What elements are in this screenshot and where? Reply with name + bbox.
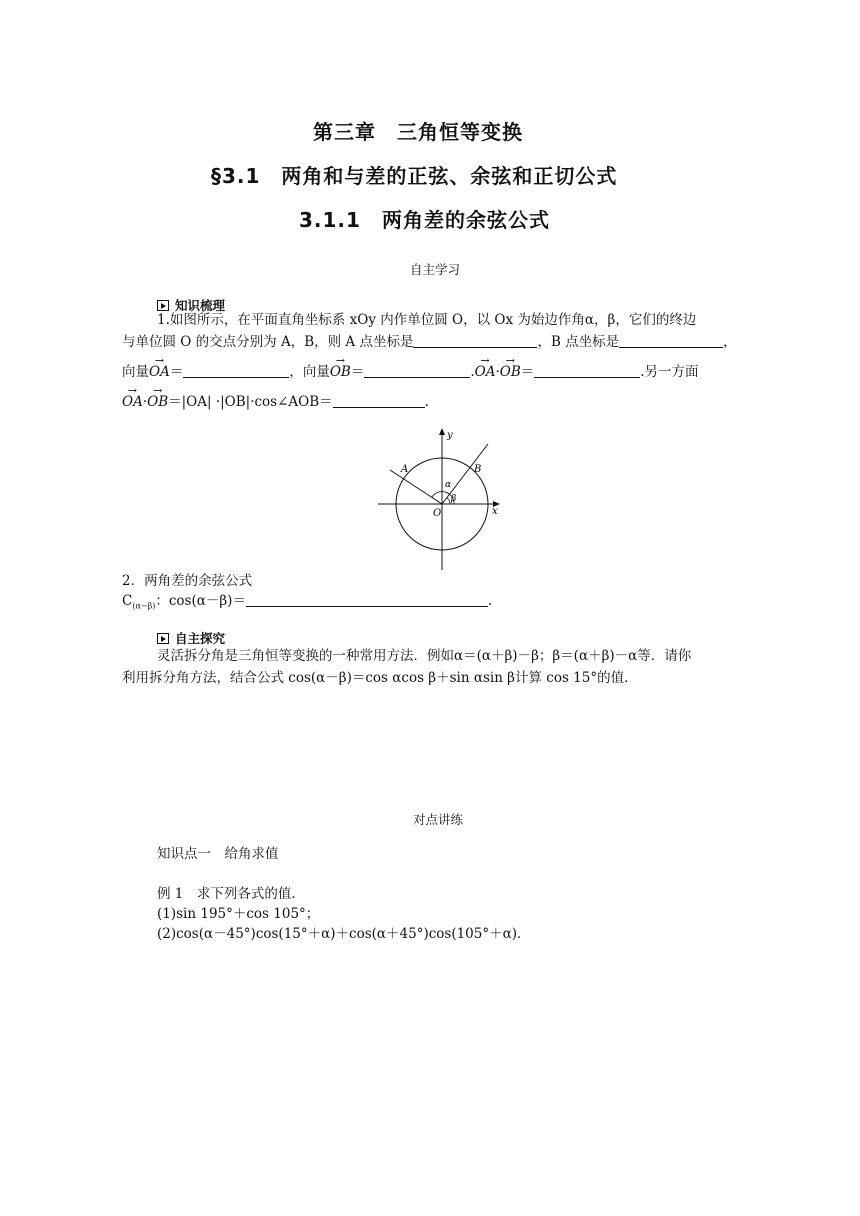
section-title: §3.1 两角和与差的正弦、余弦和正切公式	[211, 164, 618, 188]
subsection-title: 3.1.1 两角差的余弦公式	[299, 208, 550, 232]
line3-dot: ·	[495, 364, 500, 380]
item2-title: 2．两角差的余弦公式	[122, 573, 253, 589]
knowledge-heading-label: 知识梳理	[175, 298, 226, 313]
label-x: x	[492, 506, 498, 517]
line3-eq-3: ＝	[520, 364, 535, 380]
label-o: O	[433, 508, 442, 519]
line4-period: .	[424, 394, 429, 410]
explore-line1: 灵活拆分角是三角恒等变换的一种常用方法．例如α＝(α＋β)－β；β＝(α＋β)－α等．请你	[157, 648, 692, 664]
line3-other: .另一方面	[640, 364, 699, 380]
label-beta: β	[451, 494, 457, 504]
blank-dot-product[interactable]	[534, 363, 640, 378]
self-study-label: 自主学习	[410, 262, 461, 277]
vector-ob: → OB	[330, 360, 351, 384]
vector-oa-3: → OA	[122, 390, 143, 414]
vector-ob-2: → OB	[500, 360, 521, 384]
blank-cos-aob[interactable]	[333, 393, 425, 408]
item1-line3	[122, 360, 699, 384]
label-b: B	[474, 464, 482, 475]
blank-vec-oa[interactable]	[183, 363, 289, 378]
item1-line4	[122, 390, 429, 414]
item1-line2-b: ，B 点坐标是	[537, 334, 620, 350]
blank-a-coord[interactable]	[413, 333, 537, 348]
vector-ob-3: → OB	[147, 390, 168, 414]
blank-b-coord[interactable]	[619, 333, 723, 348]
line3-comma: ，向量	[289, 364, 330, 380]
line3-period: .	[470, 364, 475, 380]
item2-formula-text: ：cos(α－β)＝	[155, 593, 246, 609]
item2-formula-sub: (α−β)	[132, 601, 156, 611]
question-2: (2)cos(α－45°)cos(15°＋α)＋cos(α＋45°)cos(105°＋α)．	[157, 926, 531, 942]
play-icon-2	[157, 633, 169, 644]
item1-line1: 1.如图所示，在平面直角坐标系 xOy 内作单位圆 O，以 Ox 为始边作角α，β，它们的终边	[157, 312, 697, 328]
vector-oa: → OA	[149, 360, 170, 384]
example-1: 例 1 求下列各式的值．	[157, 886, 305, 902]
line3-eq-1: ＝	[169, 364, 184, 380]
item2-period: .	[487, 593, 493, 609]
question-1: (1)sin 195°＋cos 105°；	[157, 906, 320, 922]
label-a: A	[401, 464, 409, 475]
ray-oa	[390, 470, 442, 504]
label-y: y	[447, 430, 453, 441]
item2-formula-prefix: C	[122, 593, 133, 609]
item2-formula	[122, 589, 492, 619]
y-axis-arrow	[439, 428, 445, 435]
explore-heading-label: 自主探究	[175, 631, 226, 646]
angle-arc-beta	[447, 498, 450, 504]
unit-circle-figure	[370, 424, 510, 574]
vector-oa-2: → OA	[475, 360, 496, 384]
line4-dot: ·	[142, 394, 148, 410]
item1-line2-a: 与单位圆 O 的交点分别为 A，B，则 A 点坐标是	[122, 334, 414, 350]
blank-vec-ob[interactable]	[364, 363, 470, 378]
label-alpha: α	[445, 480, 452, 490]
item1-line2-c: ，	[723, 334, 737, 350]
explore-line2: 利用拆分角方法，结合公式 cos(α－β)＝cos αcos β＋sin αsin β计算 cos 15°的值．	[122, 670, 638, 686]
practice-title: 对点讲练	[413, 812, 464, 827]
line3-eq-2: ＝	[350, 364, 365, 380]
line3-vector-label: 向量	[122, 364, 149, 380]
item1-line2	[122, 330, 737, 354]
line4-text: ＝|OA| ·|OB|·cos∠AOB＝	[168, 394, 333, 410]
blank-cos-formula[interactable]	[246, 592, 488, 607]
chapter-title: 第三章 三角恒等变换	[313, 120, 523, 144]
knowledge-point-1: 知识点一 给角求值	[157, 846, 279, 862]
